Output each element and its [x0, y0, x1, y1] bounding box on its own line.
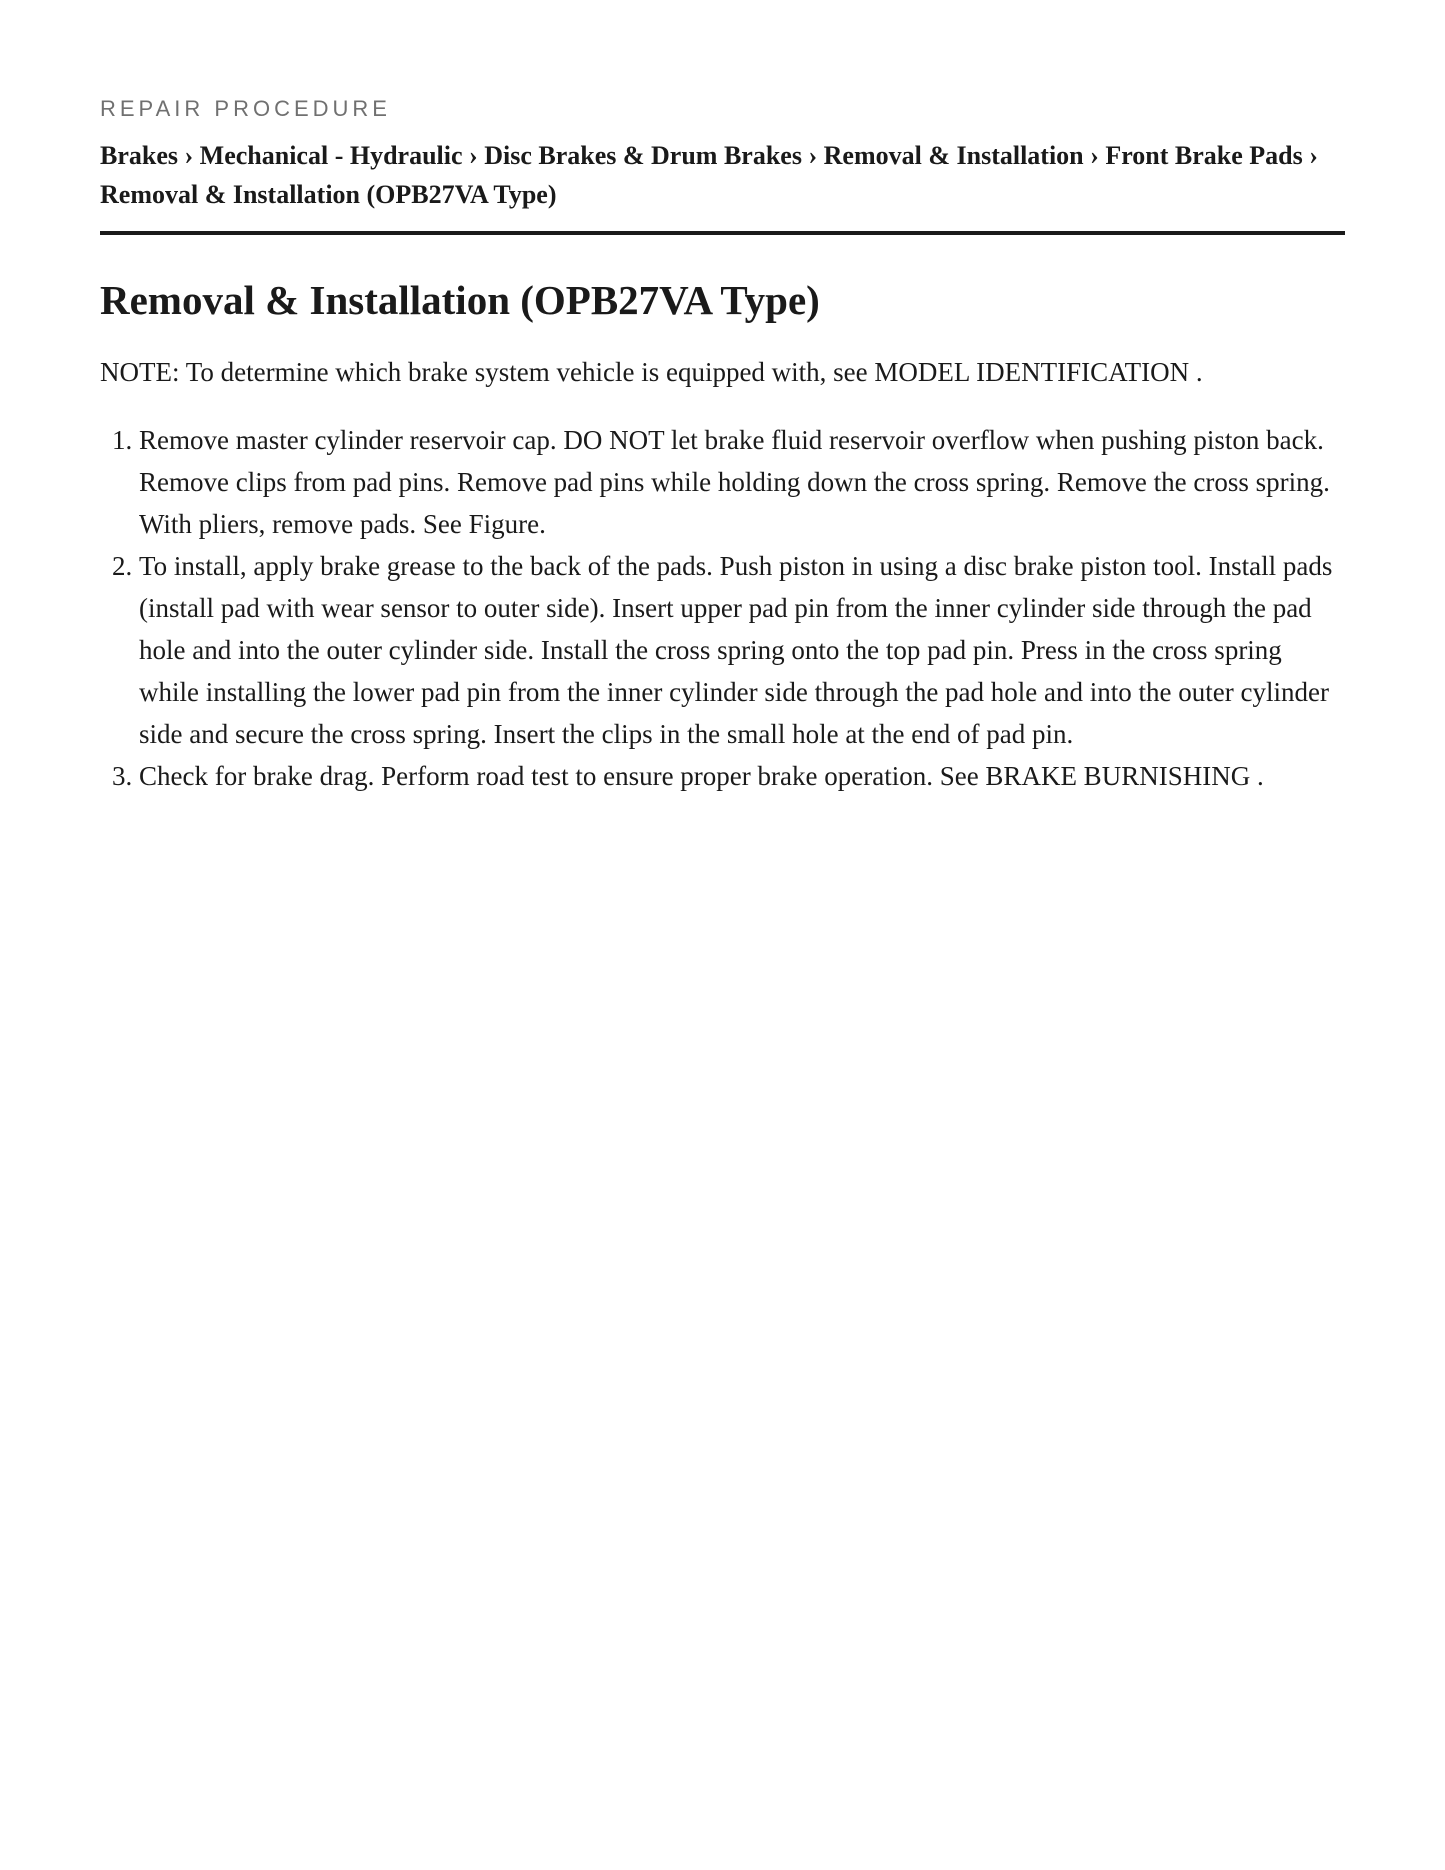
breadcrumb-item[interactable]: Removal & Installation	[823, 141, 1084, 170]
breadcrumb-separator: ›	[1090, 141, 1106, 170]
procedure-step: 2. To install, apply brake grease to the back of the pads. Push piston in using a disc brake piston tool. Install pads (install pad with wear sensor to outer side). Insert upper pad pin from the inner cylinder side through the pad hole and into the outer cylinder side. Install the cross spring onto the top pad pin. Press in the cross spring while installing the lower pad pin from the inner cylinder side through the pad hole and into the outer cylinder side and secure the cross spring. Insert the clips in the small hole at the end of pad pin.	[139, 545, 1345, 755]
breadcrumb-separator: ›	[808, 141, 824, 170]
note-paragraph: NOTE: To determine which brake system vehicle is equipped with, see MODEL IDENTIFICATION .	[100, 357, 1203, 387]
breadcrumb-item-current: Removal & Installation (OPB27VA Type)	[100, 180, 557, 209]
breadcrumb-item[interactable]: Brakes	[100, 141, 178, 170]
breadcrumb-item[interactable]: Front Brake Pads	[1105, 141, 1303, 170]
breadcrumb-separator: ›	[1309, 141, 1318, 170]
procedure-step: 1. Remove master cylinder reservoir cap. DO NOT let brake fluid reservoir overflow when pushing piston back. Remove clips from pad pins. Remove pad pins while holding down the cross spring. Remove the cross spring. With pliers, remove pads. See Figure.	[139, 419, 1345, 545]
breadcrumb	[100, 136, 1345, 235]
breadcrumb-separator: ›	[469, 141, 485, 170]
document-page	[0, 0, 1445, 797]
procedure-step: 3. Check for brake drag. Perform road test to ensure proper brake operation. See BRAKE BURNISHING .	[139, 755, 1345, 797]
breadcrumb-item[interactable]: Mechanical - Hydraulic	[199, 141, 463, 170]
section-kicker: REPAIR PROCEDURE	[100, 96, 391, 121]
page-title: Removal & Installation (OPB27VA Type)	[100, 277, 820, 323]
breadcrumb-item[interactable]: Disc Brakes & Drum Brakes	[484, 141, 802, 170]
procedure-steps	[100, 419, 1345, 797]
breadcrumb-separator: ›	[184, 141, 200, 170]
